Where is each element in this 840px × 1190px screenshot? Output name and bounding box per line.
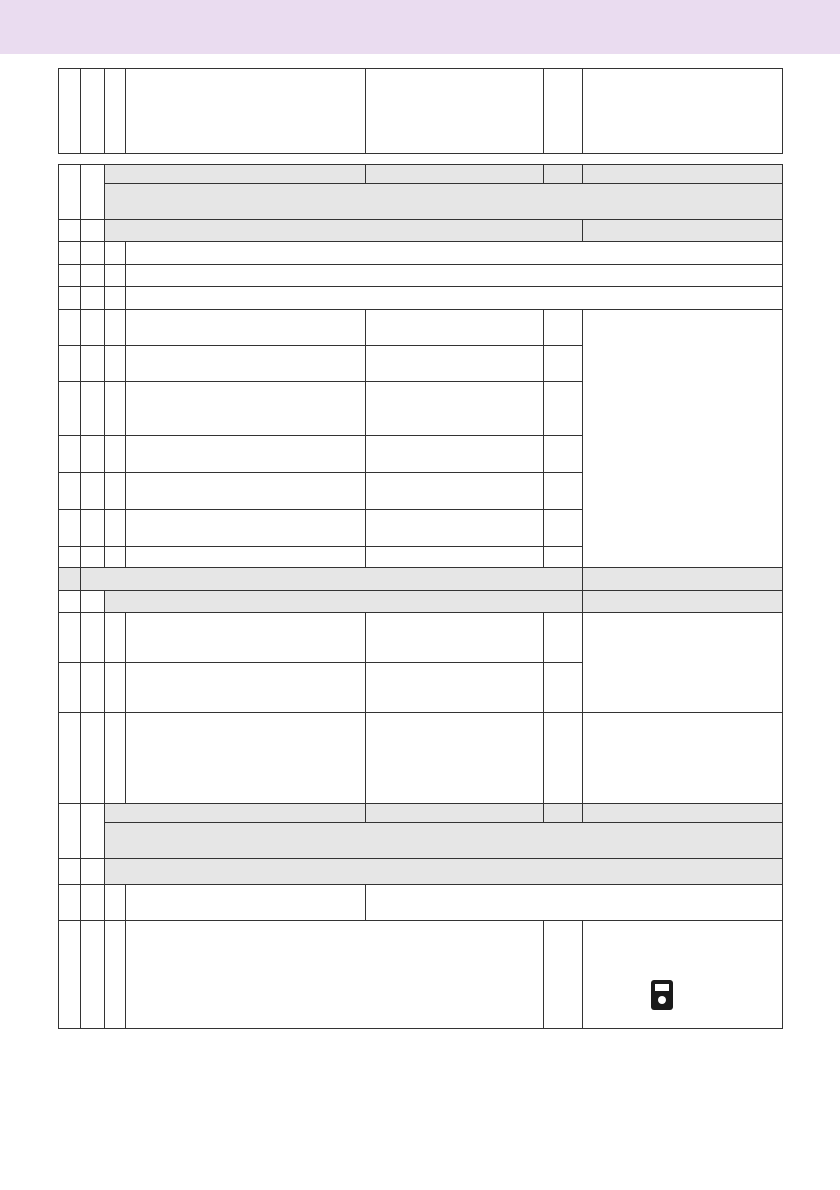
table-cell bbox=[58, 546, 81, 568]
table-shaded-cell bbox=[582, 219, 783, 242]
table-cell bbox=[365, 68, 544, 154]
table-cell bbox=[104, 241, 126, 265]
table-cell bbox=[104, 345, 126, 382]
table-cell bbox=[125, 546, 366, 568]
table-cell bbox=[104, 286, 126, 310]
table-shaded-cell bbox=[104, 803, 366, 823]
table-cell bbox=[365, 662, 544, 713]
table-cell bbox=[104, 381, 126, 436]
table-cell bbox=[125, 309, 366, 346]
table-cell bbox=[125, 241, 783, 265]
table-cell bbox=[80, 509, 105, 547]
table-cell bbox=[125, 472, 366, 510]
table-cell bbox=[365, 309, 544, 346]
table-cell bbox=[125, 68, 366, 154]
table-shaded-cell bbox=[104, 183, 783, 220]
table-cell bbox=[58, 884, 81, 921]
table-cell bbox=[80, 472, 105, 510]
table-shaded-cell bbox=[582, 164, 783, 184]
table-cell bbox=[80, 286, 105, 310]
table-cell bbox=[543, 509, 583, 547]
table-cell bbox=[125, 662, 366, 713]
table-cell bbox=[104, 712, 126, 804]
table-cell bbox=[80, 546, 105, 568]
table-cell bbox=[80, 241, 105, 265]
table-cell bbox=[104, 264, 126, 287]
table-cell bbox=[125, 381, 366, 436]
table-cell bbox=[365, 381, 544, 436]
table-cell bbox=[125, 435, 366, 473]
table-cell bbox=[365, 472, 544, 510]
page-header-band bbox=[0, 0, 840, 54]
table-cell bbox=[80, 590, 105, 613]
table-cell bbox=[582, 712, 783, 804]
table-shaded-cell bbox=[104, 822, 783, 859]
table-cell bbox=[125, 884, 366, 921]
table-cell bbox=[104, 472, 126, 510]
table-cell bbox=[125, 920, 544, 1029]
table-cell bbox=[104, 68, 126, 154]
table-cell bbox=[582, 920, 783, 1029]
table-cell bbox=[365, 509, 544, 547]
meter-device-icon bbox=[651, 980, 673, 1015]
table-cell bbox=[58, 68, 81, 154]
table-cell bbox=[543, 472, 583, 510]
table-cell bbox=[58, 219, 81, 242]
table-shaded-cell bbox=[80, 567, 583, 591]
table-cell bbox=[582, 68, 783, 154]
table-cell bbox=[543, 612, 583, 663]
table-cell bbox=[80, 884, 105, 921]
table-cell bbox=[543, 712, 583, 804]
table-cell bbox=[125, 509, 366, 547]
table-cell bbox=[58, 612, 81, 663]
table-shaded-cell bbox=[543, 803, 583, 823]
table-cell bbox=[58, 241, 81, 265]
table-cell bbox=[365, 546, 544, 568]
table-cell bbox=[58, 858, 81, 885]
table-cell bbox=[80, 612, 105, 663]
table-cell bbox=[58, 381, 81, 436]
table-cell bbox=[80, 68, 105, 154]
table-cell bbox=[365, 712, 544, 804]
table-shaded-cell bbox=[104, 858, 783, 885]
table-cell bbox=[104, 612, 126, 663]
table-cell bbox=[365, 345, 544, 382]
table-cell bbox=[80, 803, 105, 859]
table-cell bbox=[58, 712, 81, 804]
table-cell bbox=[365, 612, 544, 663]
table-shaded-cell bbox=[543, 164, 583, 184]
table-cell bbox=[582, 612, 783, 713]
table-cell bbox=[125, 345, 366, 382]
table-cell bbox=[543, 662, 583, 713]
table-shaded-cell bbox=[365, 803, 544, 823]
table-cell bbox=[104, 884, 126, 921]
table-cell bbox=[80, 712, 105, 804]
table-cell bbox=[582, 309, 783, 568]
table-shaded-cell bbox=[582, 803, 783, 823]
table-shaded-cell bbox=[104, 219, 583, 242]
table-cell bbox=[365, 435, 544, 473]
table-cell bbox=[58, 920, 81, 1029]
table-cell bbox=[58, 345, 81, 382]
table-cell bbox=[104, 509, 126, 547]
table-cell bbox=[58, 472, 81, 510]
table-cell bbox=[58, 309, 81, 346]
table-cell bbox=[58, 590, 81, 613]
table-cell bbox=[58, 286, 81, 310]
table-cell bbox=[58, 264, 81, 287]
table-cell bbox=[543, 381, 583, 436]
table-cell bbox=[104, 920, 126, 1029]
table-cell bbox=[543, 68, 583, 154]
table-cell bbox=[125, 712, 366, 804]
table-shaded-cell bbox=[104, 590, 583, 613]
table-cell bbox=[80, 264, 105, 287]
table-cell bbox=[543, 309, 583, 346]
table-cell bbox=[80, 309, 105, 346]
table-cell bbox=[58, 662, 81, 713]
table-cell bbox=[58, 509, 81, 547]
table-cell bbox=[104, 662, 126, 713]
table-cell bbox=[125, 286, 783, 310]
table-cell bbox=[80, 435, 105, 473]
table-shaded-cell bbox=[582, 567, 783, 591]
table-cell bbox=[104, 309, 126, 346]
table-shaded-cell bbox=[365, 164, 544, 184]
table-cell bbox=[543, 920, 583, 1029]
table-shaded-cell bbox=[58, 567, 81, 591]
table-cell bbox=[80, 662, 105, 713]
table-shaded-cell bbox=[582, 590, 783, 613]
table-cell bbox=[104, 546, 126, 568]
table-cell bbox=[365, 884, 783, 921]
table-cell bbox=[80, 219, 105, 242]
table-cell bbox=[543, 435, 583, 473]
table-cell bbox=[80, 345, 105, 382]
table-cell bbox=[80, 920, 105, 1029]
table-cell bbox=[80, 381, 105, 436]
table-shaded-cell bbox=[104, 164, 366, 184]
table-cell bbox=[104, 435, 126, 473]
table-cell bbox=[125, 612, 366, 663]
table-cell bbox=[543, 345, 583, 382]
table-cell bbox=[58, 803, 81, 859]
table-cell bbox=[125, 264, 783, 287]
table-cell bbox=[543, 546, 583, 568]
table-cell bbox=[80, 858, 105, 885]
table-cell bbox=[80, 164, 105, 220]
table-cell bbox=[58, 164, 81, 220]
table-cell bbox=[58, 435, 81, 473]
